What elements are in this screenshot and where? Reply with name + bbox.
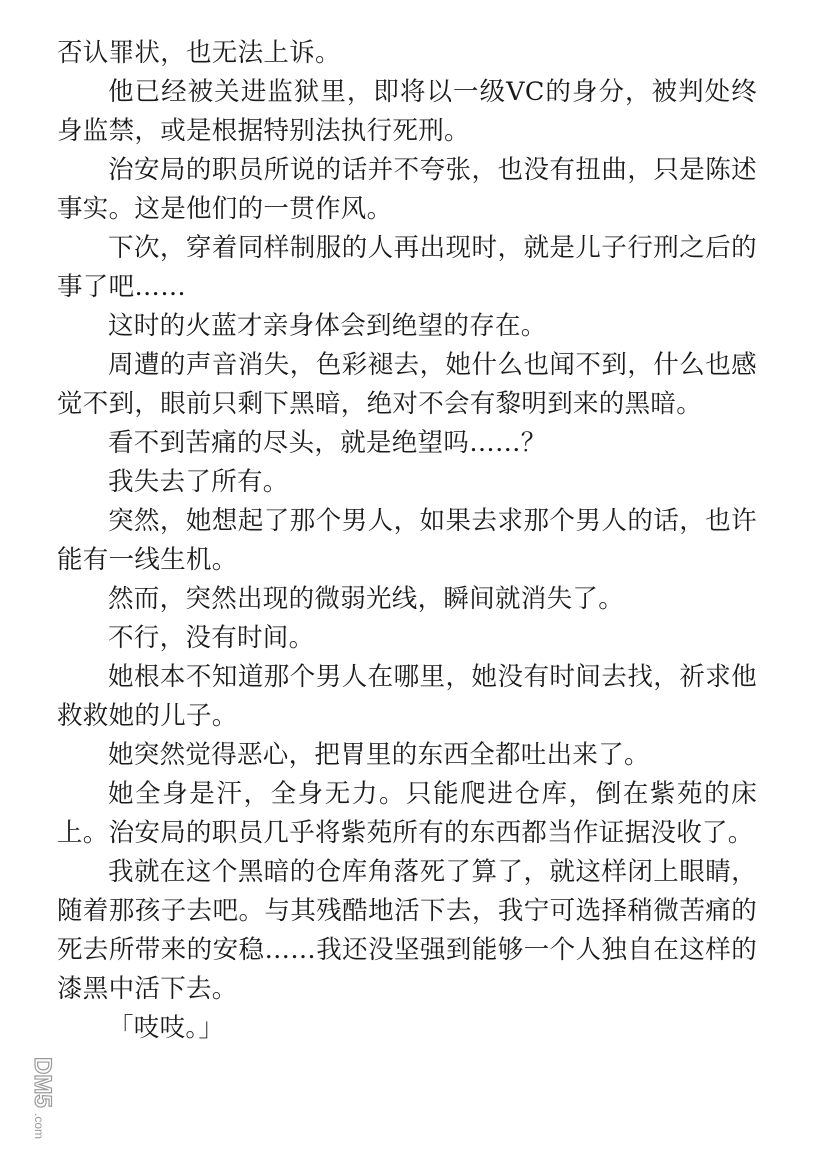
paragraph-5: 这时的火蓝才亲身体会到绝望的存在。 [108,311,547,341]
paragraph-1: 否认罪状，也无法上诉。 [57,38,341,68]
paragraph-10: 然而，突然出现的微弱光线，瞬间就消失了。 [108,584,625,614]
paragraph-13: 她突然觉得恶心，把胃里的东西全都吐出来了。 [108,740,650,770]
paragraph-7: 看不到苦痛的尽头，就是绝望吗……？ [108,428,547,458]
paragraph-6: 周遭的声音消失，色彩褪去，她什么也闻不到，什么也感觉不到，眼前只剩下黑暗，绝对不会有黎明到来的黑暗。 [57,350,757,419]
paragraph-15: 我就在这个黑暗的仓库角落死了算了，就这样闭上眼睛，随着那孩子去吧。与其残酷地活下去，我宁可选择稍微苦痛的死去所带来的安稳……我还没坚强到能够一个人独自在这样的漆黑中活下去。 [57,857,757,1004]
paragraph-8: 我失去了所有。 [108,467,289,497]
watermark-domain-text: .com [32,1113,46,1140]
paragraph-9: 突然，她想起了那个男人，如果去求那个男人的话，也许能有一线生机。 [57,506,757,575]
dm5-watermark-logo [8,1055,56,1165]
paragraph-14: 她全身是汗，全身无力。只能爬进仓库，倒在紫苑的床上。治安局的职员几乎将紫苑所有的东西都当作证据没收了。 [57,779,757,848]
paragraph-11: 不行，没有时间。 [108,623,315,653]
paragraph-16: 「吱吱。」 [108,1013,225,1043]
paragraph-2: 他已经被关进监狱里，即将以一级VC的身分，被判处终身监禁，或是根据特别法执行死刑。 [57,77,757,146]
paragraph-3: 治安局的职员所说的话并不夸张，也没有扭曲，只是陈述事实。这是他们的一贯作风。 [57,155,757,224]
paragraph-4: 下次，穿着同样制服的人再出现时，就是儿子行刑之后的事了吧…… [57,233,757,302]
paragraph-12: 她根本不知道那个男人在哪里，她没有时间去找，祈求他救救她的儿子。 [57,662,757,731]
watermark-logo-text: DM5 [29,1057,56,1108]
novel-page [57,34,757,1048]
